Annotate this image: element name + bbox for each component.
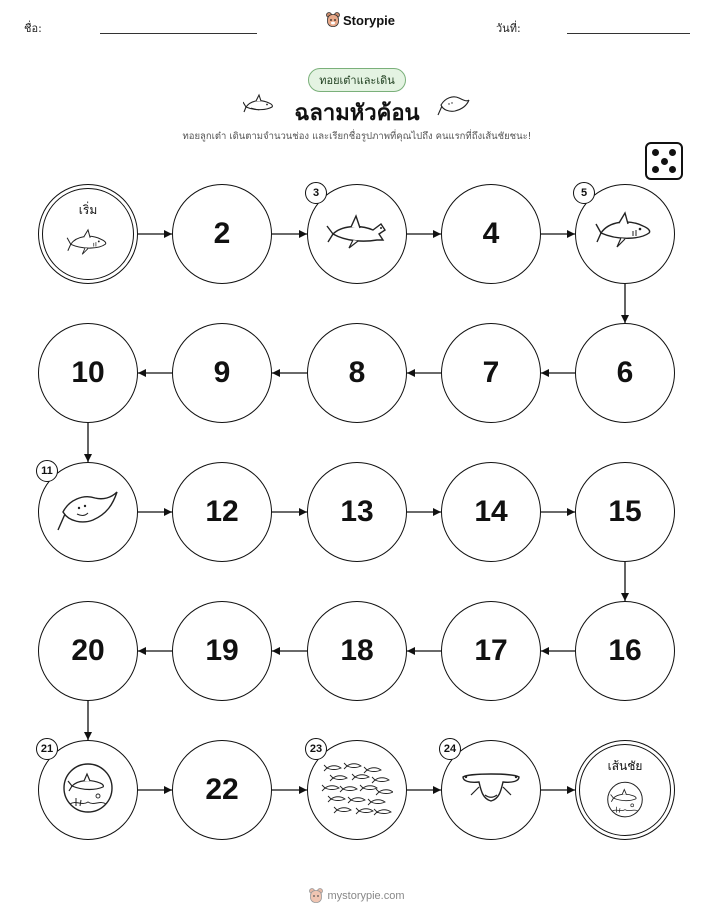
- board-square-15: [575, 462, 675, 562]
- arrow-head-icon: [433, 230, 441, 238]
- square-number-badge: 5: [573, 182, 595, 204]
- arrow-head-icon: [407, 369, 415, 377]
- square-number: 13: [340, 495, 374, 528]
- name-label: ชื่อ:: [24, 22, 42, 35]
- board-square-13: [307, 462, 407, 562]
- arrow-head-icon: [272, 647, 280, 655]
- board-square-10: [38, 323, 138, 423]
- hammerhead-front-icon: [459, 765, 523, 815]
- board-square-22: [172, 740, 272, 840]
- square-number: 20: [71, 634, 105, 667]
- square-number: 7: [482, 356, 500, 389]
- arrow-head-icon: [567, 786, 575, 794]
- arrow-head-icon: [272, 369, 280, 377]
- board-square-14: [441, 462, 541, 562]
- square-number-badge: 21: [36, 738, 58, 760]
- board-square-19: [172, 601, 272, 701]
- square-number: 19: [205, 634, 239, 667]
- shark-icon: [66, 227, 109, 263]
- square-number: 17: [474, 634, 508, 667]
- square-number: 15: [608, 495, 642, 528]
- board-square-25: [575, 740, 675, 840]
- footer-url: mystorypie.com: [327, 890, 405, 902]
- square-number: 18: [340, 634, 374, 667]
- arrow-head-icon: [164, 230, 172, 238]
- hammerhead-shark-icon: [325, 210, 389, 258]
- arrow-head-icon: [299, 786, 307, 794]
- board-square-1: [38, 184, 138, 284]
- brand-name: Storypie: [343, 12, 396, 28]
- arrow-head-icon: [567, 230, 575, 238]
- board-square-2: [172, 184, 272, 284]
- square-number: 9: [213, 356, 231, 389]
- square-number-badge: 24: [439, 738, 461, 760]
- arrow-head-icon: [164, 786, 172, 794]
- board-square-17: [441, 601, 541, 701]
- arrow-head-icon: [138, 647, 146, 655]
- footer: [0, 888, 714, 904]
- finish-label: เส้นชัย: [607, 759, 643, 773]
- arrow-head-icon: [433, 786, 441, 794]
- square-number-badge: 23: [305, 738, 327, 760]
- arrow-head-icon: [299, 230, 307, 238]
- arrow-head-icon: [621, 593, 629, 601]
- arrow-head-icon: [164, 508, 172, 516]
- shark-school-icon: [321, 759, 393, 821]
- arrow-head-icon: [84, 454, 92, 462]
- start-label: เริ่ม: [78, 203, 98, 217]
- arrow-head-icon: [433, 508, 441, 516]
- square-number-badge: 11: [36, 460, 58, 482]
- square-number: 6: [616, 356, 634, 389]
- board-square-8: [307, 323, 407, 423]
- board-square-16: [575, 601, 675, 701]
- square-number: 12: [205, 495, 239, 528]
- date-label: วันที่:: [496, 22, 521, 35]
- arrow-head-icon: [541, 647, 549, 655]
- board-square-12: [172, 462, 272, 562]
- board-square-18: [307, 601, 407, 701]
- square-number: 2: [213, 217, 231, 250]
- square-number: 22: [205, 773, 239, 806]
- arrow-head-icon: [541, 369, 549, 377]
- storypie-bear-icon: [309, 888, 323, 904]
- arrow-head-icon: [138, 369, 146, 377]
- arrow-head-icon: [621, 315, 629, 323]
- stingray-icon: [55, 486, 121, 538]
- game-type-badge: ทอยเต๋าและเดิน: [308, 68, 406, 92]
- instructions-text: ทอยลูกเต๋า เดินตามจำนวนช่อง และเรียกชื่อรูปภาพที่คุณไปถึง คนแรกที่ถึงเส้นชัยชนะ!: [182, 131, 532, 142]
- arrow-head-icon: [407, 647, 415, 655]
- board-square-7: [441, 323, 541, 423]
- board-square-4: [441, 184, 541, 284]
- shark-in-bubble-icon: [60, 760, 116, 820]
- square-number: 10: [71, 356, 105, 389]
- shark-in-bubble-icon: [605, 779, 645, 822]
- board-square-6: [575, 323, 675, 423]
- board-square-20: [38, 601, 138, 701]
- square-number: 16: [608, 634, 642, 667]
- arrow-head-icon: [567, 508, 575, 516]
- arrow-head-icon: [299, 508, 307, 516]
- square-number: 4: [482, 217, 500, 250]
- square-number-badge: 3: [305, 182, 327, 204]
- arrow-head-icon: [84, 732, 92, 740]
- shark-icon: [595, 209, 655, 259]
- square-number: 14: [474, 495, 508, 528]
- square-number: 8: [348, 356, 366, 389]
- board-square-9: [172, 323, 272, 423]
- page-title: ฉลามหัวค้อน: [294, 101, 420, 126]
